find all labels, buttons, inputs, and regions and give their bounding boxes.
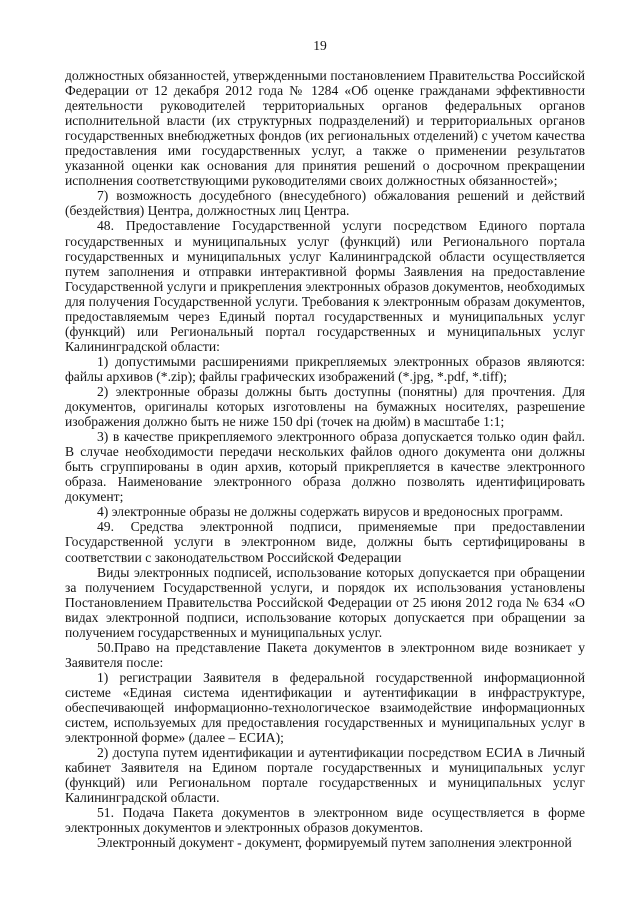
paragraph-48-item-2: 2) электронные образы должны быть доступны (понятны) для прочтения. Для документов, оригиналы которых изготовлены на бумажных носителях, разрешение изображения должно быть не ниже 150 dpi (точек на дюйм) в масштабе 1:1; <box>65 383 585 430</box>
paragraph-49-signature-types: Виды электронных подписей, использование которых допускается при обращении за получением Государственной услуги, и порядок их использования установлены Постановлением Правительства Российской Федерации от 25 июня 2012 года № 634 «О видах электронной подписи, использование которых допускается при обращении за получением государственных и муниципальных услуг. <box>65 564 585 640</box>
paragraph-48-item-3: 3) в качестве прикрепляемого электронного образа допускается только один файл. В случае необходимости передачи нескольких файлов одного документа они должны быть сгруппированы в один архив, который прикрепляется в качестве электронного образа. Наименование электронного образа должно позволять идентифицировать документ; <box>65 429 585 505</box>
paragraph-50: 50.Право на представление Пакета документов в электронном виде возникает у Заявителя после: <box>65 639 585 670</box>
document-body <box>65 68 585 850</box>
paragraph-49: 49. Средства электронной подписи, применяемые при предоставлении Государственной услуги в электронном виде, должны быть сертифицированы в соответствии с законодательством Российской Федерации <box>65 519 585 565</box>
paragraph-48-item-4: 4) электронные образы не должны содержать вирусов и вредоносных программ. <box>97 504 563 520</box>
paragraph-48-item-1: 1) допустимыми расширениями прикрепляемых электронных образов являются: файлы архивов (*.zip); файлы графических изображений (*.jpg, *.pdf, *.tiff); <box>65 353 585 384</box>
paragraph-51: 51. Подача Пакета документов в электронном виде осуществляется в форме электронных документов и электронных образов документов. <box>65 805 585 836</box>
paragraph-item-7: 7) возможность досудебного (внесудебного) обжалования решений и действий (бездействия) Центра, должностных лиц Центра. <box>65 188 585 219</box>
paragraph-48: 48. Предоставление Государственной услуги посредством Единого портала государственных и муниципальных услуг (функций) или Регионального портала государственных и муниципальных услуг Калининградской области осуществляется путем заполнения и отправки интерактивной формы Заявления на предоставление Государственной услуги и прикрепления электронных образов документов, необходимых для получения Государственной услуги. Требования к электронным образам документов, предоставляемым через Единый портал государственных и муниципальных услуг (функций) или Региональный портал государственных и муниципальных услуг Калининградской области: <box>65 218 585 354</box>
paragraph-50-item-2: 2) доступа путем идентификации и аутентификации посредством ЕСИА в Личный кабинет Заявителя на Едином портале государственных и муниципальных услуг (функций) или Региональном портале государственных и муниципальных услуг Калининградской области. <box>65 745 585 806</box>
paragraph-continuation: должностных обязанностей, утвержденными постановлением Правительства Российской Федерации от 12 декабря 2012 года № 1284 «Об оценке гражданами эффективности деятельности руководителей территориальных органов федеральных органов исполнительной власти (их структурных подразделений) и территориальных органов государственных внебюджетных фондов (их региональных отделений) с учетом качества предоставления ими государственных услуг, а также о применении результатов указанной оценки как основания для принятия решений о досрочном прекращении исполнения соответствующими руководителями своих должностных обязанностей»; <box>65 68 585 189</box>
page-number: 19 <box>313 38 327 53</box>
paragraph-50-item-1: 1) регистрации Заявителя в федеральной государственной информационной системе «Единая система идентификации и аутентификации в инфраструктуре, обеспечивающей информационно-технологическое взаимодействие информационных систем, используемых для предоставления государственных и муниципальных услуг в электронной форме» (далее – ЕСИА); <box>65 669 585 746</box>
paragraph-51-definition: Электронный документ - документ, формируемый путем заполнения электронной <box>97 835 572 851</box>
